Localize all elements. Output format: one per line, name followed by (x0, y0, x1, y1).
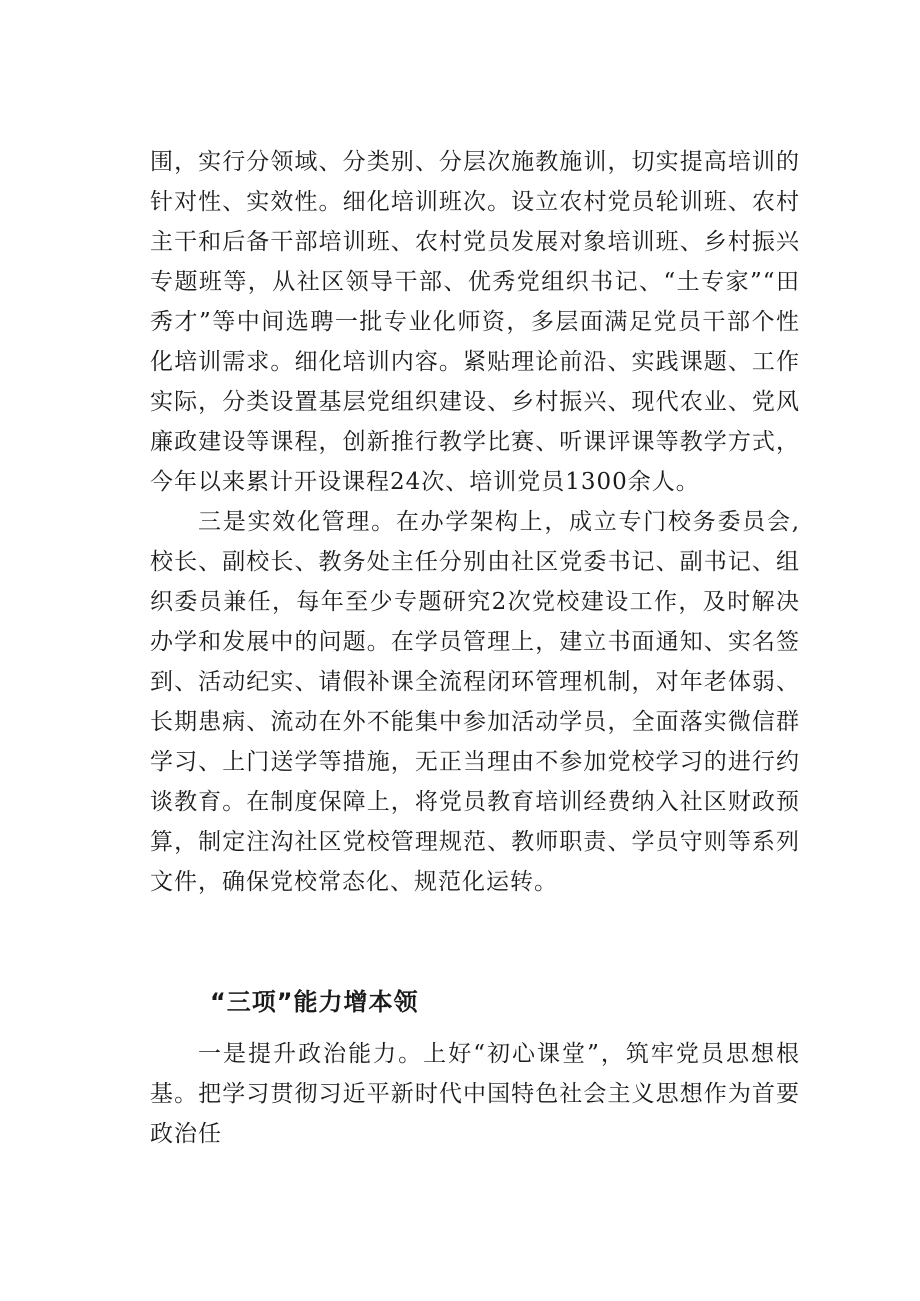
paragraph-effective-management: 三是实效化管理。在办学架构上，成立专门校务委员会,校长、副校长、教务处主任分别由社区党委书记、副书记、组织委员兼任，每年至少专题研究2次党校建设工作，及时解决办学和发展中的问题。在学员管理上，建立书面通知、实名签到、活动纪实、请假补课全流程闭环管理机制，对年老体弱、长期患病、流动在外不能集中参加活动学员，全面落实微信群学习、上门送学等措施，无正当理由不参加党校学习的进行约谈教育。在制度保障上，将党员教育培训经费纳入社区财政预算，制定注沟社区党校管理规范、教师职责、学员守则等系列文件，确保党校常态化、规范化运转。 (150, 509, 800, 895)
body-text-lower (150, 1034, 800, 1154)
body-text-upper (150, 142, 800, 902)
paragraph-political-ability: 一是提升政治能力。上好“初心课堂”，筑牢党员思想根基。把学习贯彻习近平新时代中国特色社会主义思想作为首要政治任 (150, 1041, 800, 1147)
section-heading: “三项”能力增本领 (210, 988, 419, 1016)
paragraph-training-classes: 围，实行分领域、分类别、分层次施教施训，切实提高培训的针对性、实效性。细化培训班次。设立农村党员轮训班、农村主干和后备干部培训班、农村党员发展对象培训班、乡村振兴专题班等，从社区领导干部、优秀党组织书记、“土专家”“田秀才”等中间选聘一批专业化师资，多层面满足党员干部个性化培训需求。细化培训内容。紧贴理论前沿、实践课题、工作实际，分类设置基层党组织建设、乡村振兴、现代农业、党风廉政建设等课程，创新推行教学比赛、听课评课等教学方式，今年以来累计开设课程24次、培训党员1300余人。 (150, 149, 800, 495)
